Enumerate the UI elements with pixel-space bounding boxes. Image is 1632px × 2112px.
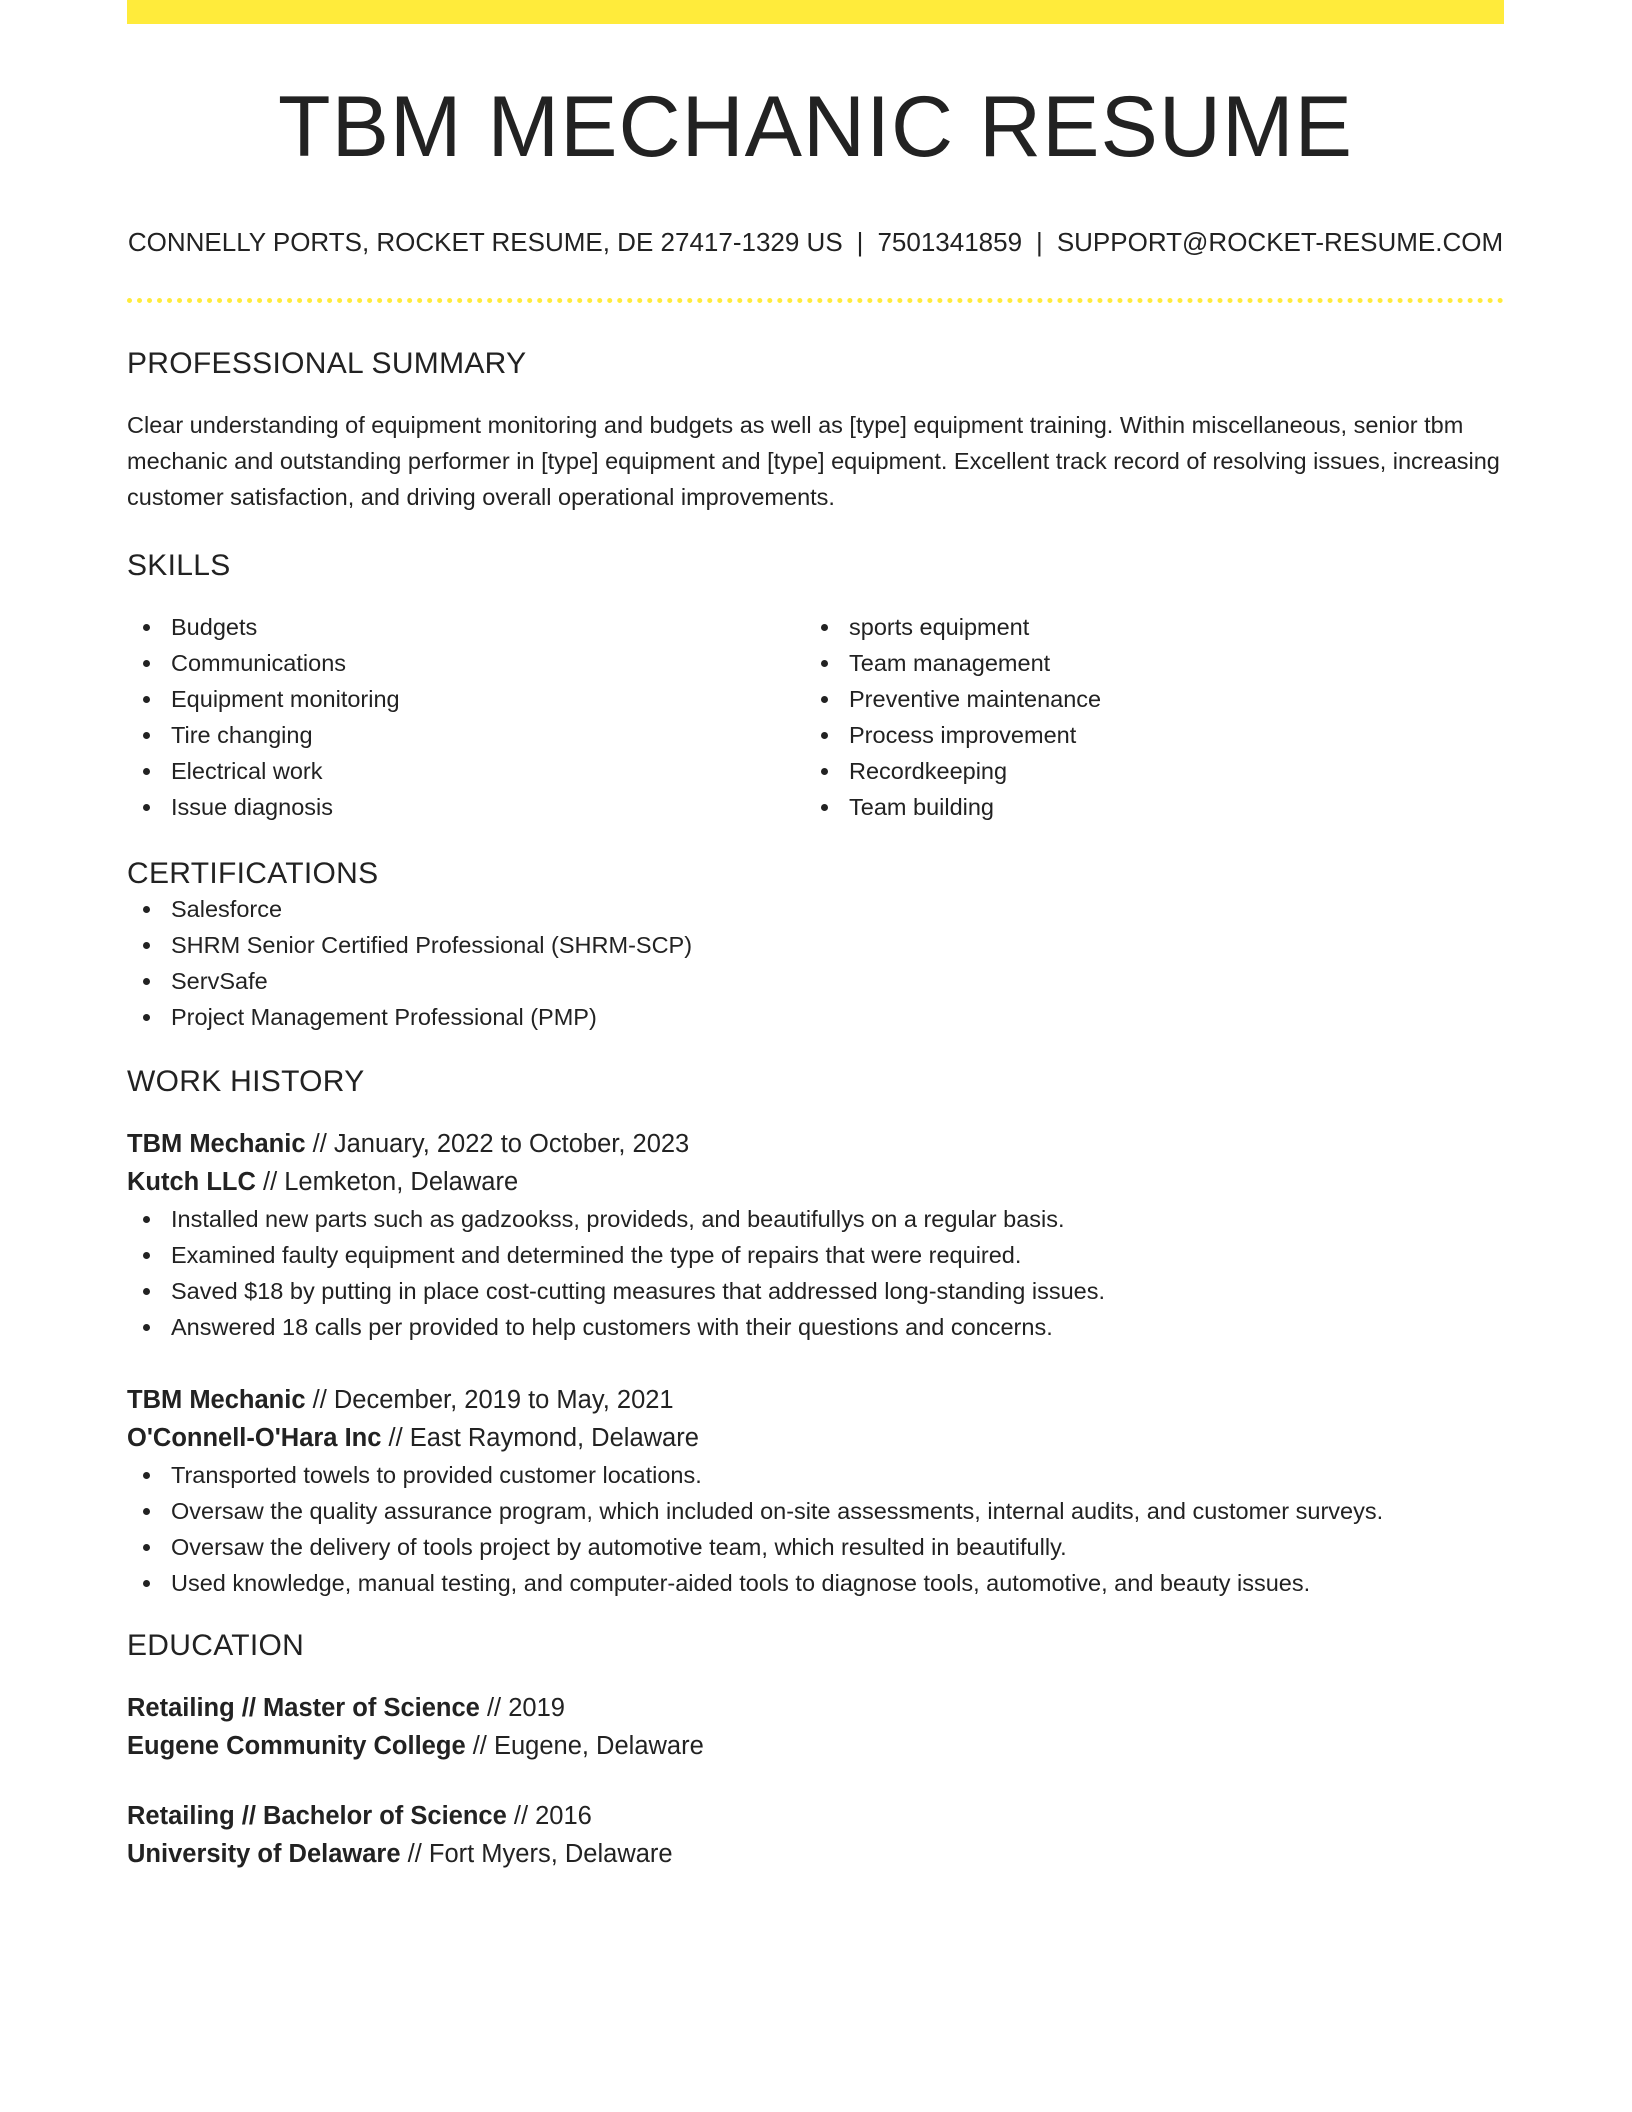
education-school: University of Delaware (127, 1839, 401, 1868)
job-entry (127, 1381, 1504, 1601)
job-bullet: Saved $18 by putting in place cost-cutting measures that addressed long-standing issues. (127, 1273, 1504, 1309)
skill-item: Equipment monitoring (127, 681, 805, 717)
certification-item: Project Management Professional (PMP) (127, 999, 1504, 1035)
education-degree-line (127, 1797, 1504, 1835)
education-location: // Eugene, Delaware (472, 1731, 704, 1760)
job-bullet: Answered 18 calls per provided to help customers with their questions and concerns. (127, 1309, 1504, 1345)
job-title: TBM Mechanic (127, 1129, 306, 1158)
skill-item: Team building (805, 789, 1483, 825)
skill-item: Communications (127, 645, 805, 681)
skill-item: Preventive maintenance (805, 681, 1483, 717)
skill-item: Budgets (127, 609, 805, 645)
skills-heading: SKILLS (127, 548, 231, 582)
job-bullet: Installed new parts such as gadzookss, provideds, and beautifullys on a regular basis. (127, 1201, 1504, 1237)
job-company-line (127, 1163, 1504, 1201)
contact-separator: | (1036, 226, 1043, 257)
contact-address: CONNELLY PORTS, ROCKET RESUME, DE 27417-1329 US (127, 226, 843, 257)
certification-item: Salesforce (127, 891, 1504, 927)
education-degree-line (127, 1689, 1504, 1727)
dotted-divider (127, 298, 1504, 303)
certification-item: SHRM Senior Certified Professional (SHRM-SCP) (127, 927, 1504, 963)
job-dates: // December, 2019 to May, 2021 (312, 1385, 674, 1414)
accent-top-bar (127, 0, 1504, 24)
skill-item: Electrical work (127, 753, 805, 789)
certification-item: ServSafe (127, 963, 1504, 999)
education-section (127, 1629, 1504, 1873)
education-location: // Fort Myers, Delaware (407, 1839, 673, 1868)
job-title-line (127, 1125, 1504, 1163)
education-year: // 2019 (486, 1693, 565, 1722)
resume-title: TBM MECHANIC RESUME (278, 79, 1353, 175)
summary-heading: PROFESSIONAL SUMMARY (127, 346, 527, 380)
job-company: Kutch LLC (127, 1167, 256, 1196)
education-degree: Retailing // Bachelor of Science (127, 1801, 507, 1830)
education-school: Eugene Community College (127, 1731, 466, 1760)
job-location: // Lemketon, Delaware (263, 1167, 519, 1196)
contact-separator: | (856, 226, 864, 257)
job-company: O'Connell-O'Hara Inc (127, 1423, 382, 1452)
job-company-line (127, 1419, 1504, 1457)
contact-line (127, 227, 1504, 258)
job-bullets (127, 1201, 1504, 1345)
skills-grid (127, 609, 1504, 825)
job-bullet: Oversaw the quality assurance program, which included on-site assessments, internal audits, and customer surveys. (127, 1493, 1504, 1529)
work-history-heading: WORK HISTORY (127, 1064, 365, 1098)
skill-item: Team management (805, 645, 1483, 681)
certifications-section (127, 857, 1504, 1035)
skill-item: Issue diagnosis (127, 789, 805, 825)
skill-item: Process improvement (805, 717, 1483, 753)
skills-column-left (127, 609, 805, 825)
skill-item: Tire changing (127, 717, 805, 753)
skills-column-right (805, 609, 1483, 825)
job-bullets (127, 1457, 1504, 1601)
education-entry (127, 1689, 1504, 1765)
contact-email: SUPPORT@ROCKET-RESUME.COM (1056, 226, 1504, 257)
certifications-heading: CERTIFICATIONS (127, 856, 379, 890)
job-bullet: Oversaw the delivery of tools project by automotive team, which resulted in beautifully. (127, 1529, 1504, 1565)
job-bullet: Used knowledge, manual testing, and computer-aided tools to diagnose tools, automotive, and beauty issues. (127, 1565, 1504, 1601)
education-heading: EDUCATION (127, 1628, 305, 1662)
education-school-line (127, 1727, 1504, 1765)
certifications-list (127, 891, 1504, 1035)
resume-page (127, 0, 1504, 1873)
education-year: // 2016 (513, 1801, 592, 1830)
summary-text: Clear understanding of equipment monitoring and budgets as well as [type] equipment training. Within miscellaneous, senior tbm mechanic and outstanding performer in [type] equipment and [type] equipment. Excellent track record of resolving issues, increasing customer satisfaction, and driving overall operational improvements. (127, 411, 1500, 510)
job-dates: // January, 2022 to October, 2023 (312, 1129, 690, 1158)
summary-section (127, 347, 1504, 515)
education-school-line (127, 1835, 1504, 1873)
job-title: TBM Mechanic (127, 1385, 306, 1414)
contact-phone: 7501341859 (877, 226, 1023, 257)
job-location: // East Raymond, Delaware (388, 1423, 699, 1452)
education-entry (127, 1797, 1504, 1873)
skills-section (127, 549, 1504, 825)
skill-item: Recordkeeping (805, 753, 1483, 789)
job-bullet: Examined faulty equipment and determined the type of repairs that were required. (127, 1237, 1504, 1273)
education-degree: Retailing // Master of Science (127, 1693, 480, 1722)
work-history-section (127, 1065, 1504, 1601)
job-bullet: Transported towels to provided customer locations. (127, 1457, 1504, 1493)
skill-item: sports equipment (805, 609, 1483, 645)
job-title-line (127, 1381, 1504, 1419)
job-entry (127, 1125, 1504, 1345)
